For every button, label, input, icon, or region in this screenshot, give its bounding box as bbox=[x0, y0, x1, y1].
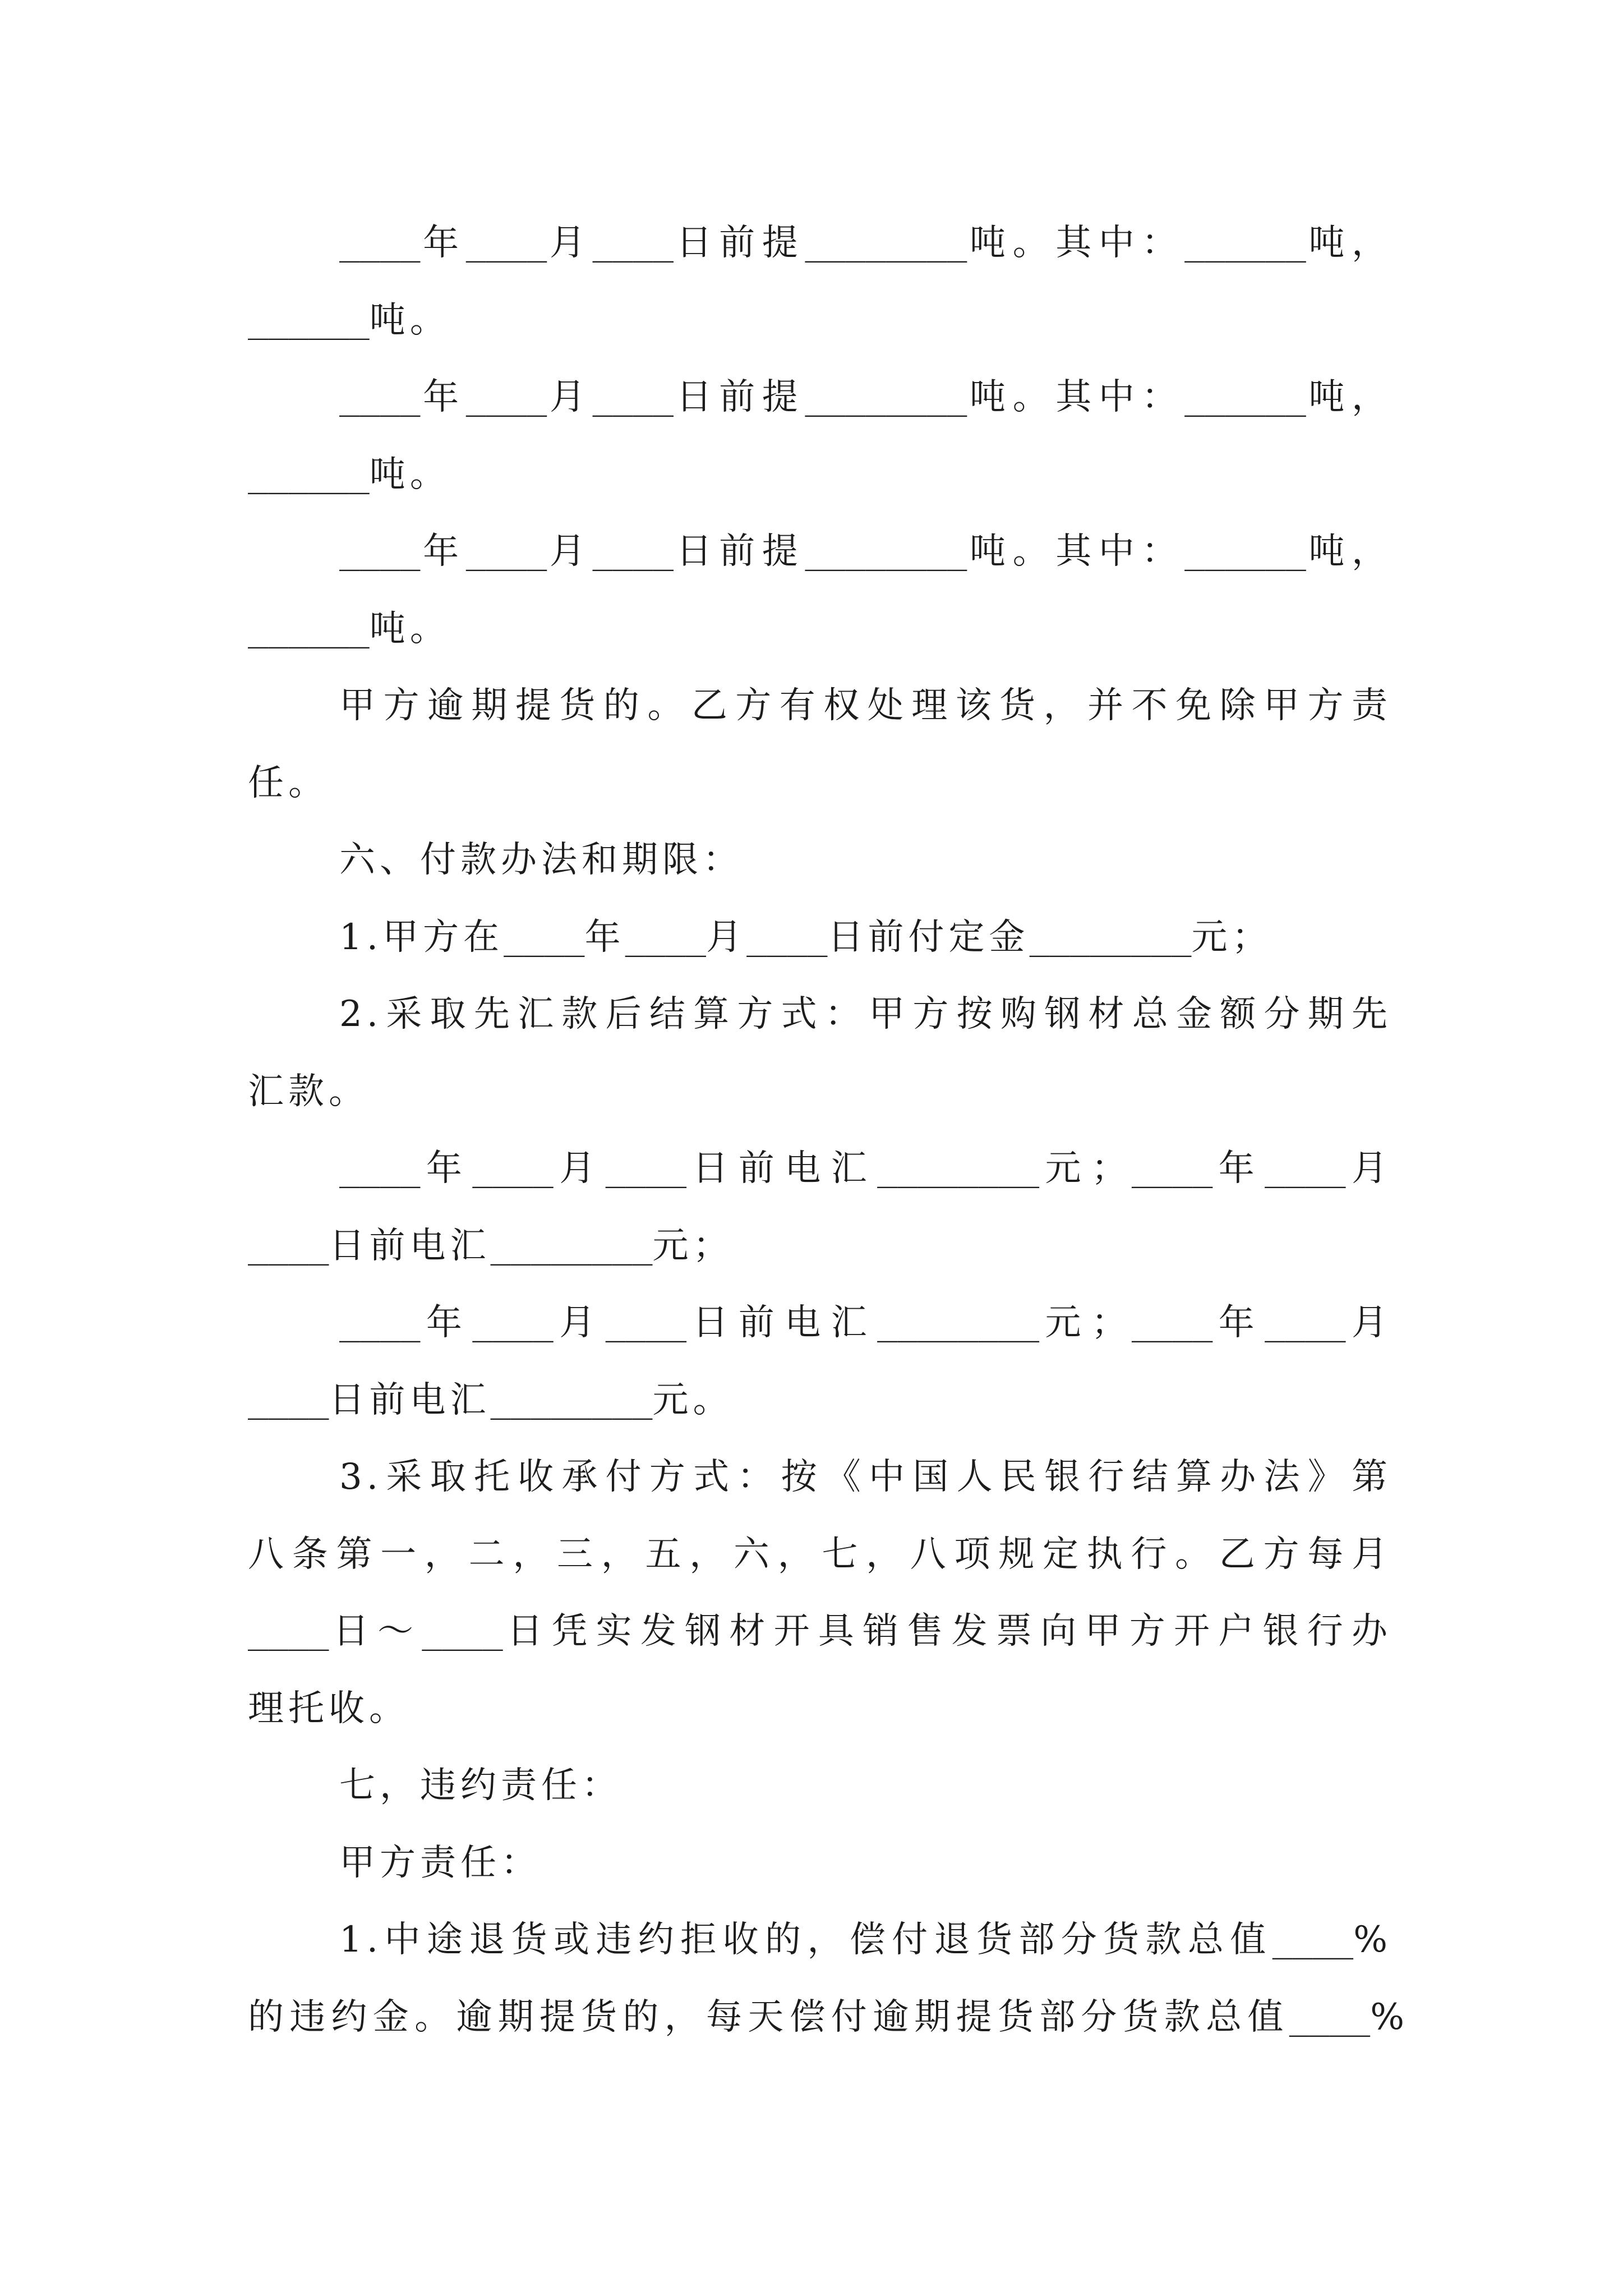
line-text: 月 bbox=[553, 1148, 606, 1189]
paragraph bbox=[248, 976, 1392, 1130]
paragraph-line bbox=[248, 976, 1392, 1053]
line-text: 吨， bbox=[1306, 222, 1393, 264]
line-text: 甲方逾期提货的。乙方有权处理该货，并不免除甲方责 bbox=[339, 685, 1392, 726]
line-text: 月 bbox=[1345, 1148, 1393, 1189]
blank-underline: ____ bbox=[504, 918, 585, 958]
blank-underline: ____ bbox=[465, 378, 547, 417]
line-text: 吨。其中： bbox=[967, 376, 1185, 418]
paragraph bbox=[248, 1902, 1409, 2056]
blank-underline: ________ bbox=[805, 224, 967, 263]
paragraph-line bbox=[248, 282, 1392, 360]
line-text: 吨。 bbox=[369, 608, 450, 650]
blank-underline: ________ bbox=[877, 1149, 1040, 1189]
line-text: 日凭实发钢材开具销售发票向甲方开户银行办 bbox=[502, 1611, 1393, 1652]
paragraph-line bbox=[248, 1825, 1392, 1902]
line-text: 日前电汇 bbox=[686, 1148, 878, 1189]
line-text: 年 bbox=[420, 222, 466, 264]
blank-underline: ____ bbox=[422, 1612, 503, 1651]
blank-underline: ____ bbox=[605, 1149, 687, 1189]
line-text: 月 bbox=[1345, 1302, 1393, 1343]
line-text: 年 bbox=[1212, 1148, 1265, 1189]
line-text: 日前电汇 bbox=[686, 1302, 878, 1343]
paragraph-line bbox=[248, 1979, 1409, 2056]
blank-underline: ____ bbox=[339, 1149, 421, 1189]
line-text: 日前电汇 bbox=[329, 1379, 491, 1421]
blank-underline: ____ bbox=[1265, 1304, 1346, 1343]
line-text: 日前提 bbox=[673, 531, 805, 572]
paragraph-line bbox=[248, 745, 1392, 822]
paragraph-line bbox=[248, 591, 1392, 668]
blank-underline: ______ bbox=[248, 455, 370, 495]
blank-underline: ____ bbox=[339, 532, 421, 572]
blank-underline: ____ bbox=[472, 1149, 554, 1189]
blank-underline: ________ bbox=[1029, 918, 1192, 958]
blank-underline: ________ bbox=[490, 1381, 653, 1420]
blank-underline: ____ bbox=[592, 532, 674, 572]
line-text: 3.采取托收承付方式：按《中国人民银行结算办法》第 bbox=[339, 1456, 1392, 1498]
paragraph-line bbox=[248, 1902, 1392, 1979]
paragraph bbox=[248, 359, 1392, 513]
line-text: 年 bbox=[1212, 1302, 1265, 1343]
line-text: 月 bbox=[547, 531, 593, 572]
blank-underline: ______ bbox=[1184, 532, 1306, 572]
paragraph-line bbox=[248, 1130, 1392, 1208]
line-text: 日前提 bbox=[673, 376, 805, 418]
line-text: 吨。其中： bbox=[967, 222, 1185, 264]
blank-underline: ____ bbox=[339, 224, 421, 263]
line-text: 年 bbox=[420, 1148, 473, 1189]
blank-underline: ____ bbox=[339, 378, 421, 417]
blank-underline: ____ bbox=[248, 1612, 329, 1651]
blank-underline: ____ bbox=[746, 918, 828, 958]
line-text: 汇款。 bbox=[248, 1070, 369, 1112]
line-text: 的违约金。逾期提货的，每天偿付逾期提货部分货款总值 bbox=[248, 1996, 1289, 2038]
line-text: 元； bbox=[1039, 1148, 1132, 1189]
line-text: 月 bbox=[547, 222, 593, 264]
line-text: 元； bbox=[652, 1225, 734, 1267]
paragraph-line bbox=[248, 359, 1392, 436]
line-text: 吨， bbox=[1306, 531, 1393, 572]
paragraph-line bbox=[248, 1516, 1392, 1594]
line-text: 元； bbox=[1191, 916, 1272, 958]
line-text: 八条第一，二，三，五，六，七，八项规定执行。乙方每月 bbox=[248, 1533, 1392, 1575]
paragraph-line bbox=[248, 899, 1392, 977]
blank-underline: ______ bbox=[248, 301, 370, 341]
line-text: 2.采取先汇款后结算方式：甲方按购钢材总金额分期先 bbox=[339, 993, 1392, 1035]
blank-underline: ______ bbox=[1184, 224, 1306, 263]
line-text: 日前提 bbox=[673, 222, 805, 264]
line-text: 吨。 bbox=[369, 299, 450, 341]
paragraph-line bbox=[248, 1285, 1392, 1362]
paragraph bbox=[248, 205, 1392, 359]
line-text: 理托收。 bbox=[248, 1687, 409, 1729]
blank-underline: ______ bbox=[1184, 378, 1306, 417]
blank-underline: ____ bbox=[1131, 1149, 1213, 1189]
paragraph-line bbox=[248, 1593, 1392, 1671]
line-text: % bbox=[1370, 1996, 1409, 2038]
line-text: 日前付定金 bbox=[827, 916, 1030, 958]
line-text: % bbox=[1353, 1919, 1392, 1961]
paragraph-line bbox=[248, 1747, 1392, 1825]
paragraph-line bbox=[248, 205, 1392, 282]
blank-underline: ____ bbox=[1131, 1304, 1213, 1343]
subsection-heading bbox=[248, 1825, 1392, 1902]
paragraph-line bbox=[248, 668, 1392, 745]
paragraph bbox=[248, 513, 1392, 668]
line-text: 月 bbox=[553, 1302, 606, 1343]
line-text: 吨。其中： bbox=[967, 531, 1185, 572]
line-text: 吨， bbox=[1306, 376, 1393, 418]
blank-underline: ________ bbox=[877, 1304, 1040, 1343]
blank-underline: ______ bbox=[248, 609, 370, 649]
line-text: 日前电汇 bbox=[329, 1225, 491, 1267]
paragraph-line bbox=[248, 1053, 1392, 1131]
paragraph bbox=[248, 1130, 1392, 1285]
blank-underline: ____ bbox=[248, 1226, 329, 1266]
line-text: 元； bbox=[1039, 1302, 1132, 1343]
line-text: 年 bbox=[420, 376, 466, 418]
blank-underline: ____ bbox=[625, 918, 707, 958]
blank-underline: ____ bbox=[1265, 1149, 1346, 1189]
line-text: 年 bbox=[584, 916, 625, 958]
line-text: 元。 bbox=[652, 1379, 734, 1421]
blank-underline: ____ bbox=[1289, 1998, 1371, 2037]
blank-underline: ________ bbox=[490, 1226, 653, 1266]
line-text: 年 bbox=[420, 1302, 473, 1343]
blank-underline: ____ bbox=[1272, 1921, 1354, 1960]
line-text: 月 bbox=[706, 916, 747, 958]
blank-underline: ________ bbox=[805, 532, 967, 572]
blank-underline: ____ bbox=[465, 532, 547, 572]
line-text: 日～ bbox=[329, 1611, 422, 1652]
paragraph bbox=[248, 1285, 1392, 1439]
blank-underline: ____ bbox=[248, 1381, 329, 1420]
blank-underline: ____ bbox=[605, 1304, 687, 1343]
paragraph-line bbox=[248, 1208, 1392, 1285]
paragraph bbox=[248, 899, 1392, 977]
line-text: 任。 bbox=[248, 762, 329, 804]
blank-underline: ____ bbox=[472, 1304, 554, 1343]
blank-underline: ____ bbox=[592, 224, 674, 263]
line-text: 1.中途退货或违约拒收的，偿付退货部分货款总值 bbox=[339, 1919, 1272, 1961]
line-text: 六、付款办法和期限： bbox=[339, 839, 743, 881]
paragraph bbox=[248, 1439, 1392, 1747]
paragraph-line bbox=[248, 822, 1392, 899]
line-text: 1.甲方在 bbox=[339, 916, 504, 958]
line-text: 吨。 bbox=[369, 453, 450, 495]
paragraph-line bbox=[248, 436, 1392, 514]
section-heading bbox=[248, 822, 1392, 899]
line-text: 年 bbox=[420, 531, 466, 572]
paragraph-line bbox=[248, 513, 1392, 591]
blank-underline: ____ bbox=[339, 1304, 421, 1343]
paragraph bbox=[248, 668, 1392, 822]
paragraph-line bbox=[248, 1439, 1392, 1516]
paragraph-line bbox=[248, 1362, 1392, 1439]
contract-text bbox=[248, 205, 1409, 2056]
blank-underline: ____ bbox=[592, 378, 674, 417]
paragraph-line bbox=[248, 1671, 1392, 1748]
line-text: 甲方责任： bbox=[339, 1842, 541, 1884]
line-text: 月 bbox=[547, 376, 593, 418]
line-text: 七，违约责任： bbox=[339, 1765, 622, 1806]
blank-underline: ____ bbox=[465, 224, 547, 263]
section-heading bbox=[248, 1747, 1392, 1825]
blank-underline: ________ bbox=[805, 378, 967, 417]
